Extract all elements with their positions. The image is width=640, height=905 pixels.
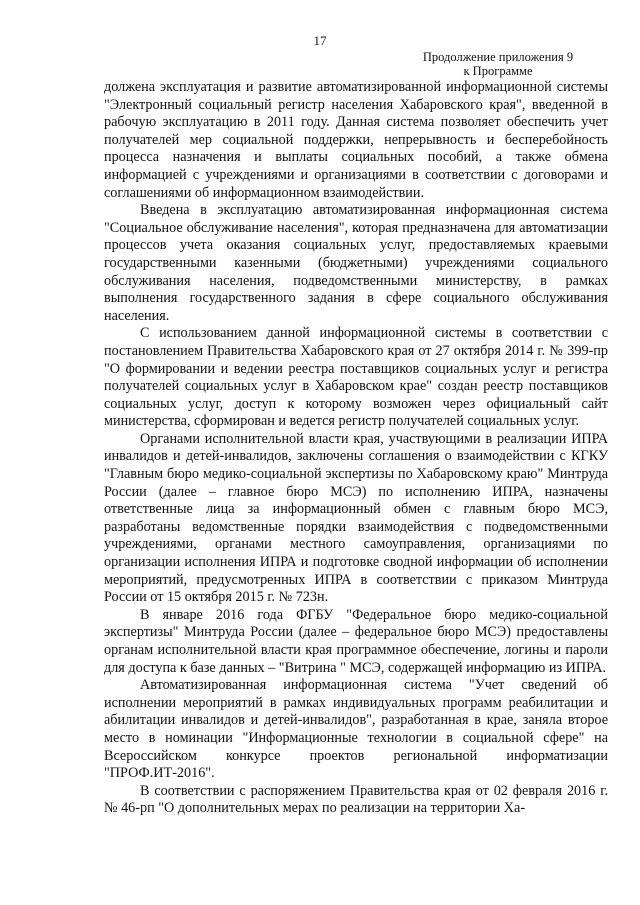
- paragraph: В соответствии с распоряжением Правительства края от 02 февраля 2016 г. № 46-рп "О дополнительных мерах по реализации на территории Ха-: [104, 782, 608, 817]
- paragraph: Органами исполнительной власти края, участвующими в реализации ИПРА инвалидов и детей-инвалидов, заключены соглашения о взаимодействии с КГКУ "Главным бюро медико-социальной экспертизы по Хабаровскому краю" Минтруда России (далее – главное бюро МСЭ) по исполнению ИПРА, назначены ответственные лица за информационный обмен с главным бюро МСЭ, разработаны ведомственные порядки взаимодействия с подведомственными учреждениями, органами местного самоуправления, организациями по организации исполнения ИПРА и подготовке сводной информации об исполнении мероприятий, предусмотренных ИПРА в соответствии с приказом Минтруда России от 15 октября 2015 г. № 723н.: [104, 430, 608, 606]
- document-body: [104, 79, 608, 818]
- paragraph: должена эксплуатация и развитие автоматизированной информационной системы "Электронный социальный регистр населения Хабаровского края", введенной в рабочую эксплуатацию в 2011 году. Данная система позволяет обеспечить учет получателей мер социальной поддержки, непрерывность и бесперебойность процесса назначения и выплаты социальных пособий, а также обмена информацией с учреждениями и организациями в соответствии с договорами и соглашениями об информационном взаимодействии.: [104, 79, 608, 201]
- continuation-line: к Программе: [463, 64, 533, 78]
- paragraph: С использованием данной информационной системы в соответствии с постановлением Правительства Хабаровского края от 27 октября 2014 г. № 399-пр "О формировании и ведении реестра поставщиков социальных услуг и регистра получателей социальных услуг в Хабаровском крае" создан реестр поставщиков социальных услуг, доступ к которому возможен через официальный сайт министерства, сформирован и ведется регистр получателей социальных услуг.: [104, 325, 608, 430]
- continuation-header: [398, 50, 598, 78]
- page-number: 17: [313, 33, 327, 48]
- paragraph: Автоматизированная информационная система "Учет сведений об исполнении мероприятий в рамках индивидуальных программ реабилитации и абилитации инвалидов и детей-инвалидов", разработанная в крае, заняла второе место в номинации "Информационные технологии в социальной сфере" на Всероссийском конкурсе проектов региональной информатизации "ПРОФ.ИТ-2016".: [104, 677, 608, 782]
- paragraph: В январе 2016 года ФГБУ "Федеральное бюро медико-социальной экспертизы" Минтруда России (далее – федеральное бюро МСЭ) предоставлены органам исполнительной власти края программное обеспечение, логины и пароли для доступа к базе данных – "Витрина " МСЭ, содержащей информацию из ИПРА.: [104, 606, 608, 676]
- continuation-line: Продолжение приложения 9: [422, 50, 574, 64]
- paragraph: Введена в эксплуатацию автоматизированная информационная система "Социальное обслуживание населения", которая предназначена для автоматизации процессов учета оказания социальных услуг, предоставляемых краевыми государственными казенными (бюджетными) учреждениями социального обслуживания населения, подведомственными министерству, в рамках выполнения государственного задания в сфере социального обслуживания населения.: [104, 202, 608, 324]
